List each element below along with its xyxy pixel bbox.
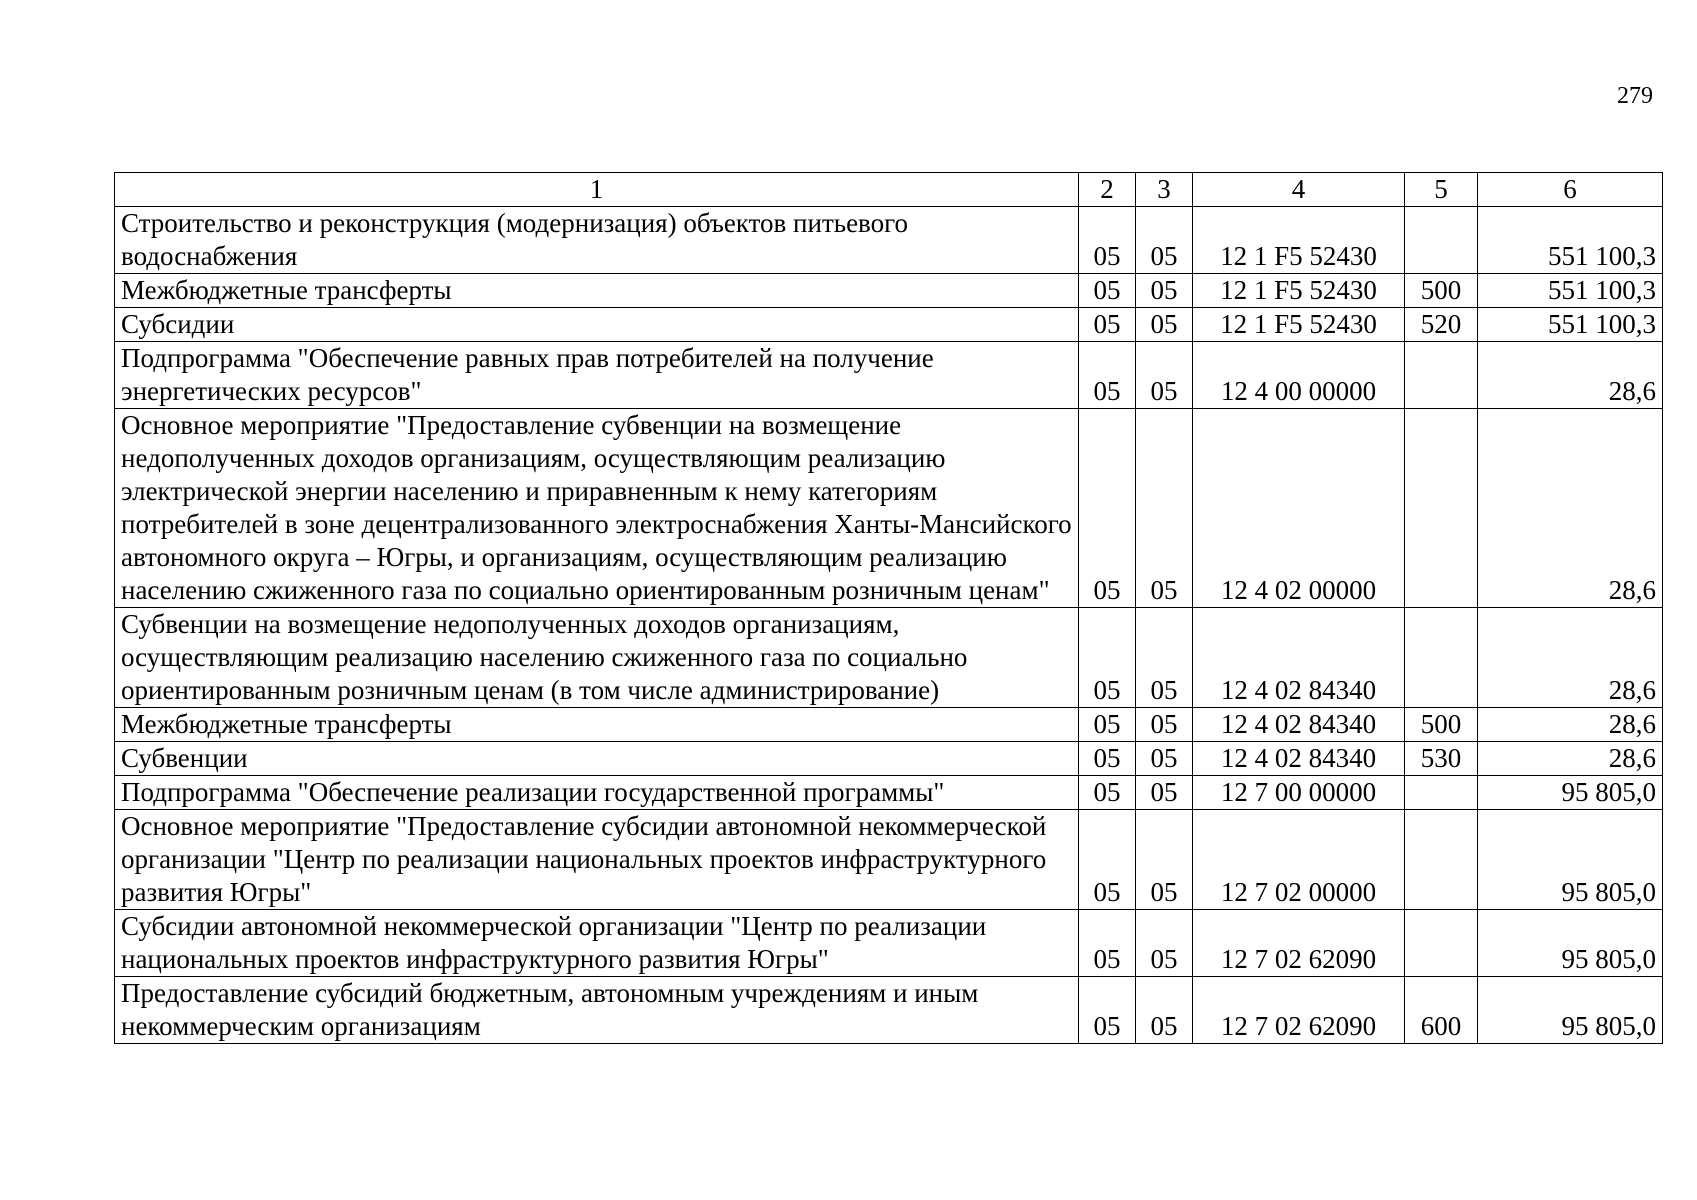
row-expense-group-cell: 500: [1405, 274, 1478, 308]
row-section-cell: 05: [1079, 207, 1136, 274]
row-subsection-cell: 05: [1136, 910, 1193, 977]
row-subsection-cell: 05: [1136, 342, 1193, 409]
row-target-code-cell: 12 7 02 00000: [1193, 810, 1405, 910]
row-name-cell: Подпрограмма "Обеспечение реализации государственной программы": [115, 776, 1079, 810]
table-row: [115, 274, 1663, 308]
table-row: [115, 977, 1663, 1044]
row-name-cell: Межбюджетные трансферты: [115, 708, 1079, 742]
table-row: [115, 810, 1663, 910]
row-section-cell: 05: [1079, 409, 1136, 608]
row-name-cell: Предоставление субсидий бюджетным, автономным учреждениям и иным некоммерческим организациям: [115, 977, 1079, 1044]
row-section-cell: 05: [1079, 708, 1136, 742]
row-subsection-cell: 05: [1136, 409, 1193, 608]
row-name-cell: Субвенции: [115, 742, 1079, 776]
budget-table: [114, 172, 1663, 1044]
row-target-code-cell: 12 4 00 00000: [1193, 342, 1405, 409]
row-section-cell: 05: [1079, 608, 1136, 708]
row-amount-cell: 95 805,0: [1478, 977, 1663, 1044]
row-subsection-cell: 05: [1136, 810, 1193, 910]
row-section-cell: 05: [1079, 274, 1136, 308]
row-section-cell: 05: [1079, 342, 1136, 409]
header-row: [115, 173, 1663, 207]
header-cell-6: 6: [1478, 173, 1663, 207]
row-expense-group-cell: [1405, 342, 1478, 409]
row-expense-group-cell: [1405, 409, 1478, 608]
row-amount-cell: 551 100,3: [1478, 308, 1663, 342]
row-section-cell: 05: [1079, 910, 1136, 977]
table-row: [115, 776, 1663, 810]
row-name-cell: Субсидии: [115, 308, 1079, 342]
row-expense-group-cell: [1405, 608, 1478, 708]
row-target-code-cell: 12 4 02 84340: [1193, 708, 1405, 742]
row-section-cell: 05: [1079, 810, 1136, 910]
row-amount-cell: 28,6: [1478, 608, 1663, 708]
header-cell-1: 1: [115, 173, 1079, 207]
row-target-code-cell: 12 1 F5 52430: [1193, 308, 1405, 342]
row-subsection-cell: 05: [1136, 742, 1193, 776]
row-name-cell: Межбюджетные трансферты: [115, 274, 1079, 308]
table-row: [115, 608, 1663, 708]
row-amount-cell: 28,6: [1478, 342, 1663, 409]
row-target-code-cell: 12 7 02 62090: [1193, 977, 1405, 1044]
row-name-cell: Субвенции на возмещение недополученных доходов организациям, осуществляющим реализацию населению сжиженного газа по социально ориентированным розничным ценам (в том числе администрирование): [115, 608, 1079, 708]
row-target-code-cell: 12 1 F5 52430: [1193, 274, 1405, 308]
row-subsection-cell: 05: [1136, 274, 1193, 308]
header-cell-3: 3: [1136, 173, 1193, 207]
row-name-cell: Основное мероприятие "Предоставление субвенции на возмещение недополученных доходов организациям, осуществляющим реализацию электрической энергии населению и приравненным к нему категориям потребителей в зоне децентрализованного электроснабжения Ханты-Мансийского автономного округа – Югры, и организациям, осуществляющим реализацию населению сжиженного газа по социально ориентированным розничным ценам": [115, 409, 1079, 608]
row-expense-group-cell: 600: [1405, 977, 1478, 1044]
row-section-cell: 05: [1079, 308, 1136, 342]
row-target-code-cell: 12 7 02 62090: [1193, 910, 1405, 977]
row-expense-group-cell: 500: [1405, 708, 1478, 742]
row-target-code-cell: 12 1 F5 52430: [1193, 207, 1405, 274]
table-row: [115, 742, 1663, 776]
page-number: 279: [1617, 83, 1653, 109]
row-amount-cell: 28,6: [1478, 409, 1663, 608]
table-row: [115, 409, 1663, 608]
row-amount-cell: 95 805,0: [1478, 910, 1663, 977]
row-section-cell: 05: [1079, 776, 1136, 810]
row-target-code-cell: 12 4 02 84340: [1193, 608, 1405, 708]
row-subsection-cell: 05: [1136, 977, 1193, 1044]
row-expense-group-cell: [1405, 910, 1478, 977]
header-cell-2: 2: [1079, 173, 1136, 207]
row-subsection-cell: 05: [1136, 608, 1193, 708]
row-name-cell: Подпрограмма "Обеспечение равных прав потребителей на получение энергетических ресурсов": [115, 342, 1079, 409]
row-expense-group-cell: [1405, 810, 1478, 910]
row-subsection-cell: 05: [1136, 207, 1193, 274]
row-target-code-cell: 12 7 00 00000: [1193, 776, 1405, 810]
row-name-cell: Основное мероприятие "Предоставление субсидии автономной некоммерческой организации "Центр по реализации национальных проектов инфраструктурного развития Югры": [115, 810, 1079, 910]
row-expense-group-cell: [1405, 776, 1478, 810]
row-section-cell: 05: [1079, 742, 1136, 776]
table-body: [115, 207, 1663, 1044]
table-row: [115, 308, 1663, 342]
row-expense-group-cell: 530: [1405, 742, 1478, 776]
header-cell-5: 5: [1405, 173, 1478, 207]
row-subsection-cell: 05: [1136, 776, 1193, 810]
table-row: [115, 342, 1663, 409]
row-subsection-cell: 05: [1136, 308, 1193, 342]
row-expense-group-cell: [1405, 207, 1478, 274]
row-amount-cell: 551 100,3: [1478, 207, 1663, 274]
row-amount-cell: 28,6: [1478, 742, 1663, 776]
row-name-cell: Субсидии автономной некоммерческой организации "Центр по реализации национальных проектов инфраструктурного развития Югры": [115, 910, 1079, 977]
row-amount-cell: 95 805,0: [1478, 776, 1663, 810]
row-amount-cell: 28,6: [1478, 708, 1663, 742]
row-amount-cell: 95 805,0: [1478, 810, 1663, 910]
table-row: [115, 708, 1663, 742]
row-target-code-cell: 12 4 02 84340: [1193, 742, 1405, 776]
row-section-cell: 05: [1079, 977, 1136, 1044]
row-expense-group-cell: 520: [1405, 308, 1478, 342]
row-name-cell: Строительство и реконструкция (модернизация) объектов питьевого водоснабжения: [115, 207, 1079, 274]
row-target-code-cell: 12 4 02 00000: [1193, 409, 1405, 608]
header-cell-4: 4: [1193, 173, 1405, 207]
row-subsection-cell: 05: [1136, 708, 1193, 742]
row-amount-cell: 551 100,3: [1478, 274, 1663, 308]
table-row: [115, 207, 1663, 274]
table-row: [115, 910, 1663, 977]
